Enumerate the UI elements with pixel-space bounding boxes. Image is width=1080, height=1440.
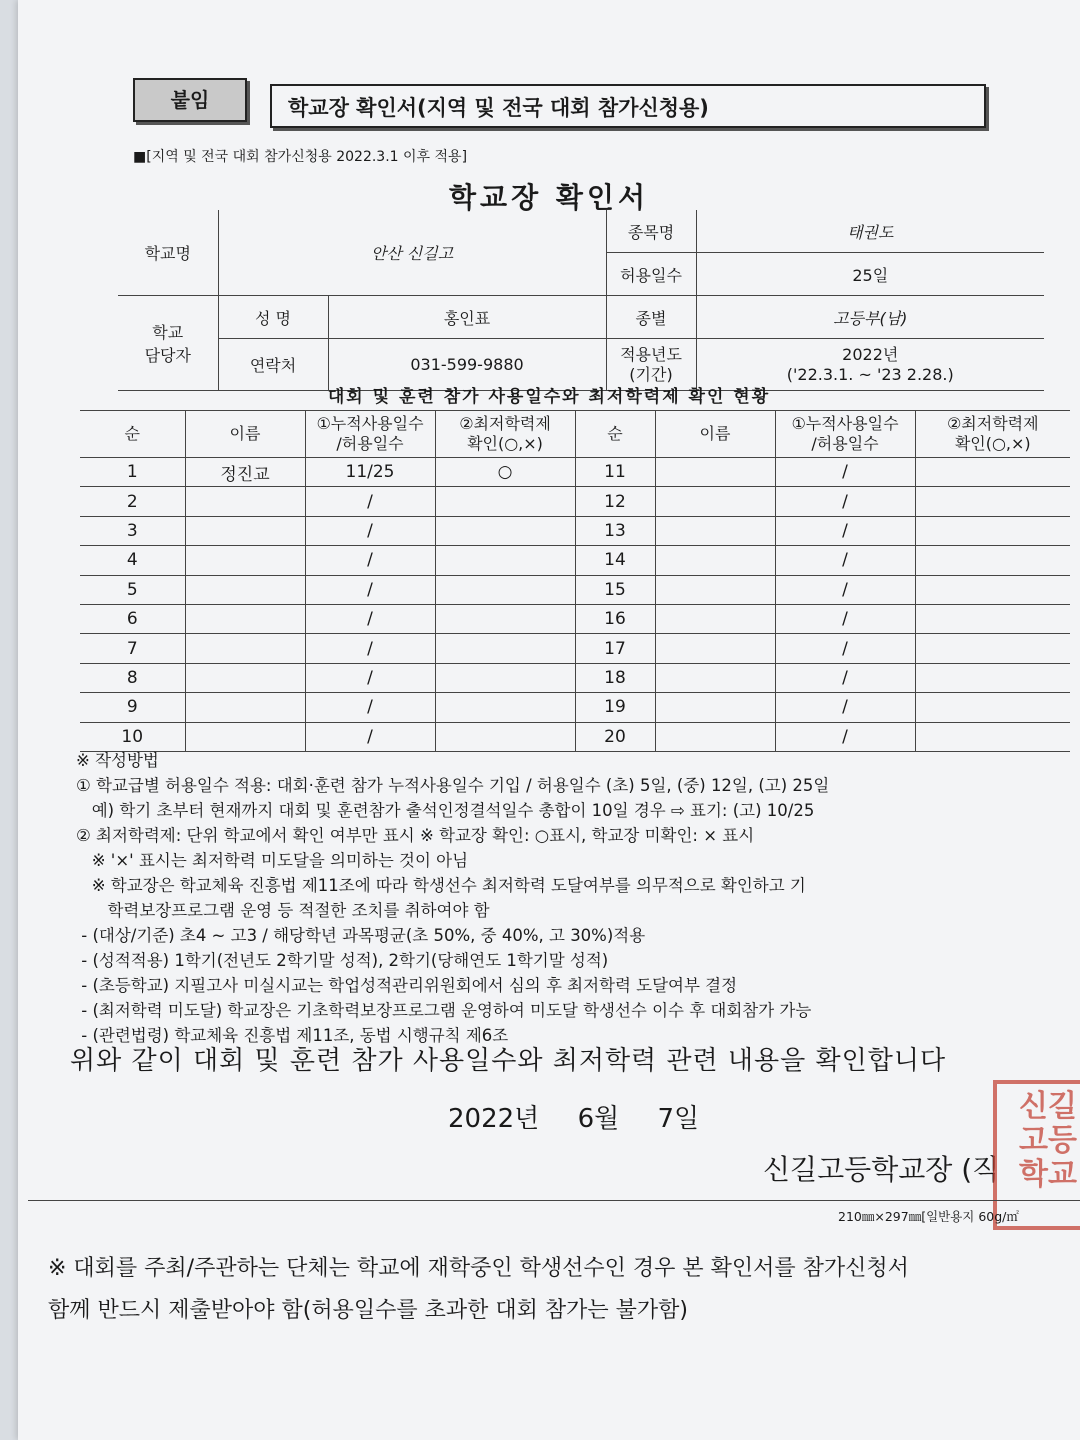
cell-check xyxy=(435,516,575,545)
instruction-line: - (대상/기준) 초4 ~ 고3 / 해당학년 과목평균(초 50%, 중 40%, 고 30%)적용 xyxy=(76,926,646,945)
cell-check xyxy=(435,604,575,633)
table-row xyxy=(80,546,1070,575)
cell-used: / xyxy=(775,546,915,575)
cell-name xyxy=(185,575,305,604)
cell-no: 7 xyxy=(80,634,185,663)
col-header-name: 이름 xyxy=(185,411,305,458)
instruction-line: 예) 학기 초부터 현재까지 대회 및 훈련참가 출석인정결석일수 총합이 10일 경우 ⇨ 표기: (고) 10/25 xyxy=(76,801,815,820)
cell-name xyxy=(185,634,305,663)
footnote-line-1: ※ 대회를 주최/주관하는 단체는 학교에 재학중인 학생선수인 경우 본 확인서를 참가신청서 xyxy=(48,1256,909,1281)
status-title: 대회 및 훈련 참가 사용일수와 최저학력제 확인 현황 xyxy=(327,387,771,407)
cell-name xyxy=(655,634,775,663)
cell-name xyxy=(655,604,775,633)
instruction-line: - (최저학력 미도달) 학교장은 기초학력보장프로그램 운영하여 미도달 학생선수 이수 후 대회참가 가능 xyxy=(76,1001,812,1020)
form-title: 학교장 확인서(지역 및 전국 대회 참가신청용) xyxy=(270,84,986,128)
cell-used: / xyxy=(305,634,435,663)
instruction-line: ※ '×' 표시는 최저학력 미도달을 의미하는 것이 아님 xyxy=(76,851,469,870)
cell-used: / xyxy=(775,487,915,516)
cell-no: 5 xyxy=(80,575,185,604)
divider xyxy=(28,1200,1080,1201)
cell-check xyxy=(915,546,1070,575)
applicability-note: ■[지역 및 전국 대회 참가신청용 2022.3.1 이후 적용] xyxy=(133,149,468,165)
table-row xyxy=(80,604,1070,633)
instructions-lines xyxy=(76,773,1080,1048)
date-day: 7일 xyxy=(657,1104,700,1134)
cell-no: 1 xyxy=(80,458,185,487)
cell-name xyxy=(655,487,775,516)
cell-name xyxy=(655,546,775,575)
cell-name xyxy=(185,693,305,722)
cell-no: 16 xyxy=(575,604,655,633)
cell-no: 6 xyxy=(80,604,185,633)
cell-name xyxy=(655,516,775,545)
cell-no: 17 xyxy=(575,634,655,663)
school-name-value: 안산 신길고 xyxy=(218,210,606,296)
sport-label: 종목명 xyxy=(606,210,696,253)
instruction-line: ① 학교급별 허용일수 적용: 대회·훈련 참가 누적사용일수 기입 / 허용일수 (초) 5일, (중) 12일, (고) 25일 xyxy=(76,776,830,795)
cell-check: ○ xyxy=(435,458,575,487)
sport-value: 태권도 xyxy=(696,210,1044,253)
cell-no: 20 xyxy=(575,722,655,751)
cell-no: 11 xyxy=(575,458,655,487)
school-name-label: 학교명 xyxy=(118,210,218,296)
cell-check xyxy=(435,487,575,516)
period-value: ('22.3.1. ~ '23 2.28.) xyxy=(786,364,954,384)
cell-used: / xyxy=(305,487,435,516)
cell-check xyxy=(915,663,1070,692)
status-table xyxy=(80,410,1070,752)
cell-used: / xyxy=(305,722,435,751)
cell-check xyxy=(915,722,1070,751)
cell-no: 15 xyxy=(575,575,655,604)
cell-no: 10 xyxy=(80,722,185,751)
cell-no: 19 xyxy=(575,693,655,722)
manager-label: 학교 담당자 xyxy=(118,296,218,391)
cell-used: / xyxy=(775,634,915,663)
cell-check xyxy=(915,487,1070,516)
instruction-line: - (성적적용) 1학기(전년도 2학기말 성적), 2학기(당해연도 1학기말 성적) xyxy=(76,951,609,970)
cell-name xyxy=(655,722,775,751)
cell-used: / xyxy=(775,575,915,604)
cell-used: 11/25 xyxy=(305,458,435,487)
year-label: 적용년도 (기간) xyxy=(606,339,696,391)
cell-used: / xyxy=(305,663,435,692)
cell-check xyxy=(435,693,575,722)
cell-used: / xyxy=(775,663,915,692)
cell-check xyxy=(915,604,1070,633)
col-header-check-right: ②최저학력제 확인(○,×) xyxy=(915,411,1070,458)
table-row xyxy=(80,663,1070,692)
cell-no: 18 xyxy=(575,663,655,692)
cell-no: 2 xyxy=(80,487,185,516)
cell-name xyxy=(655,458,775,487)
instruction-line: ② 최저학력제: 단위 학교에서 확인 여부만 표시 ※ 학교장 확인: ○표시, 학교장 미확인: × 표시 xyxy=(76,826,755,845)
cell-used: / xyxy=(305,546,435,575)
contact-value: 031-599-9880 xyxy=(328,339,606,391)
cell-check xyxy=(915,458,1070,487)
document-page xyxy=(18,0,1080,1440)
table-row xyxy=(80,458,1070,487)
cell-used: / xyxy=(775,604,915,633)
instruction-line: ※ 학교장은 학교체육 진흥법 제11조에 따라 학생선수 최저학력 도달여부를 의무적으로 확인하고 기 xyxy=(76,876,806,895)
instructions xyxy=(76,748,1080,1048)
cell-name xyxy=(185,516,305,545)
table-row xyxy=(80,487,1070,516)
allowed-days-label: 허용일수 xyxy=(606,253,696,296)
cell-name xyxy=(185,487,305,516)
contact-label: 연락처 xyxy=(218,339,328,391)
footnote xyxy=(48,1248,1080,1332)
cell-no: 13 xyxy=(575,516,655,545)
year-value: 2022년 xyxy=(842,344,899,364)
cell-no: 9 xyxy=(80,693,185,722)
cell-used: / xyxy=(775,693,915,722)
col-header-no: 순 xyxy=(80,411,185,458)
instruction-line: - (관련법령) 학교체육 진흥법 제11조, 동법 시행규칙 제6조 xyxy=(76,1026,509,1045)
table-row xyxy=(80,634,1070,663)
allowed-days-value: 25일 xyxy=(696,253,1044,296)
cell-check xyxy=(435,722,575,751)
cell-used: / xyxy=(775,458,915,487)
col-header-used: ①누적사용일수 /허용일수 xyxy=(305,411,435,458)
official-seal: 신길 고등 학교 xyxy=(993,1080,1080,1230)
division-value: 고등부(남) xyxy=(696,296,1044,339)
info-table xyxy=(118,210,1044,391)
date-month: 6월 xyxy=(577,1104,620,1134)
footnote-line-2: 함께 반드시 제출받아야 함(허용일수를 초과한 대회 참가는 불가함) xyxy=(48,1298,688,1323)
signature-date xyxy=(448,1098,699,1135)
cell-check xyxy=(915,693,1070,722)
instruction-line: - (초등학교) 지필고사 미실시교는 학업성적관리위원회에서 심의 후 최저학력 도달여부 결정 xyxy=(76,976,738,995)
name-label: 성 명 xyxy=(218,296,328,339)
cell-name xyxy=(185,722,305,751)
cell-name xyxy=(655,663,775,692)
cell-check xyxy=(435,575,575,604)
cell-no: 3 xyxy=(80,516,185,545)
table-row xyxy=(80,693,1070,722)
col-header-used-right: ①누적사용일수 /허용일수 xyxy=(775,411,915,458)
col-header-name-right: 이름 xyxy=(655,411,775,458)
cell-check xyxy=(435,663,575,692)
signer-name: 신길고등학교장 (직 xyxy=(763,1153,1000,1186)
cell-used: / xyxy=(305,516,435,545)
cell-name xyxy=(185,604,305,633)
cell-name: 정진교 xyxy=(185,458,305,487)
cell-used: / xyxy=(775,722,915,751)
cell-used: / xyxy=(305,693,435,722)
instruction-line: 학력보장프로그램 운영 등 적절한 조치를 취하여야 함 xyxy=(76,901,490,920)
cell-check xyxy=(915,575,1070,604)
date-year: 2022년 xyxy=(448,1104,540,1134)
cell-check xyxy=(435,546,575,575)
cell-no: 8 xyxy=(80,663,185,692)
cell-check xyxy=(915,516,1070,545)
cell-name xyxy=(185,663,305,692)
name-value: 홍인표 xyxy=(328,296,606,339)
cell-check xyxy=(435,634,575,663)
cell-check xyxy=(915,634,1070,663)
cell-used: / xyxy=(305,604,435,633)
cell-used: / xyxy=(775,516,915,545)
col-header-no-right: 순 xyxy=(575,411,655,458)
cell-used: / xyxy=(305,575,435,604)
cell-name xyxy=(655,693,775,722)
instructions-heading: ※ 작성방법 xyxy=(76,751,159,770)
col-header-check: ②최저학력제 확인(○,×) xyxy=(435,411,575,458)
division-label: 종별 xyxy=(606,296,696,339)
table-row xyxy=(80,516,1070,545)
paper-size-note: 210㎜×297㎜[일반용지 60g/㎡ xyxy=(838,1209,1019,1224)
document-title: 학교장 확인서 xyxy=(448,181,650,214)
confirmation-statement: 위와 같이 대회 및 훈련 참가 사용일수와 최저학력 관련 내용을 확인합니다 xyxy=(70,1046,947,1076)
cell-no: 14 xyxy=(575,546,655,575)
attachment-tag: 붙임 xyxy=(133,78,247,122)
cell-no: 12 xyxy=(575,487,655,516)
table-row xyxy=(80,575,1070,604)
cell-name xyxy=(185,546,305,575)
cell-name xyxy=(655,575,775,604)
cell-no: 4 xyxy=(80,546,185,575)
table-row xyxy=(80,722,1070,751)
status-table-body xyxy=(80,458,1070,752)
